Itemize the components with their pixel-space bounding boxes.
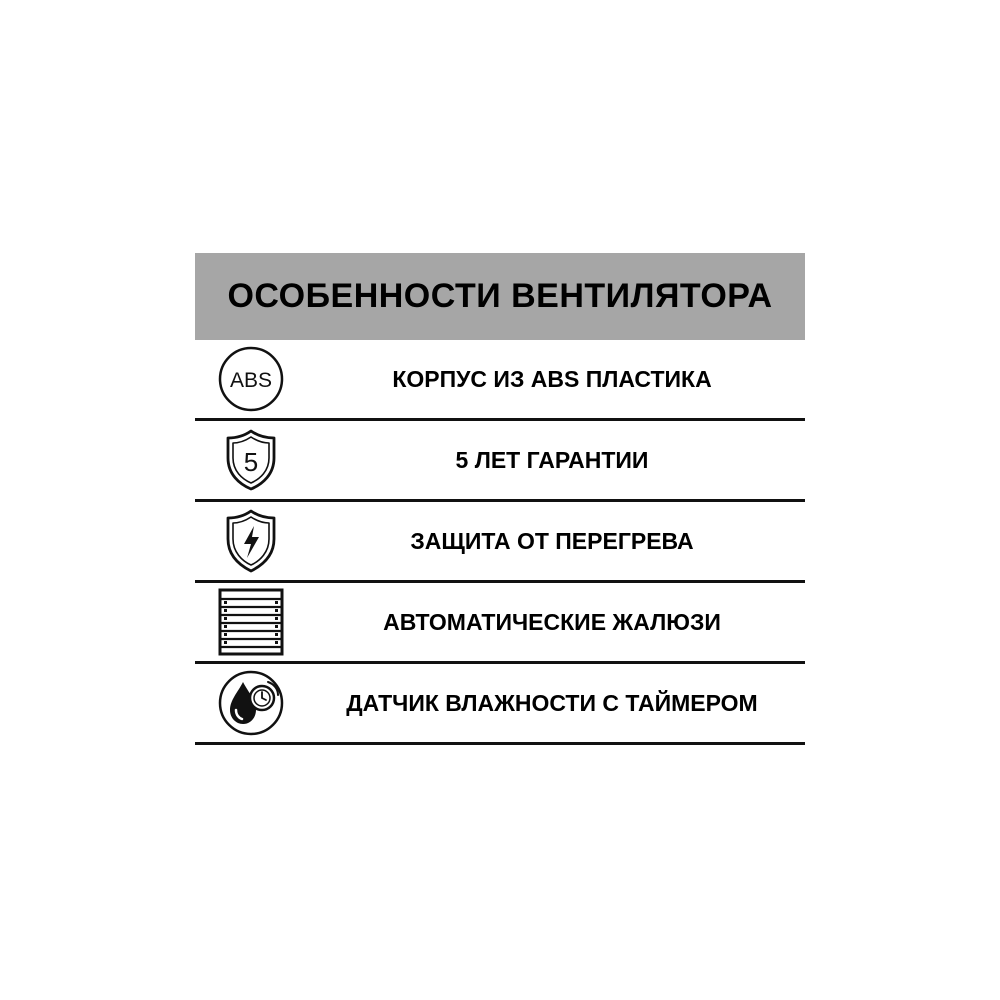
feature-label: АВТОМАТИЧЕСКИЕ ЖАЛЮЗИ (383, 608, 721, 635)
feature-row-louvers (195, 583, 805, 664)
humidity-timer-icon (216, 668, 286, 738)
shield-five-icon (216, 425, 286, 495)
features-header (195, 253, 805, 340)
feature-row-warranty (195, 421, 805, 502)
feature-label: ДАТЧИК ВЛАЖНОСТИ С ТАЙМЕРОМ (346, 689, 758, 716)
feature-label: ЗАЩИТА ОТ ПЕРЕГРЕВА (410, 527, 694, 554)
abs-circle-icon (216, 344, 286, 414)
features-title: ОСОБЕННОСТИ ВЕНТИЛЯТОРА (227, 277, 773, 315)
feature-label: КОРПУС ИЗ ABS ПЛАСТИКА (392, 365, 712, 392)
features-panel (195, 253, 805, 745)
shield-five-text: 5 (243, 447, 259, 477)
feature-row-humidity (195, 664, 805, 745)
shield-lightning-icon (216, 506, 286, 576)
feature-label: 5 ЛЕТ ГАРАНТИИ (455, 446, 649, 473)
feature-row-overheat (195, 502, 805, 583)
feature-row-abs (195, 340, 805, 421)
louvers-icon (216, 587, 286, 657)
abs-icon-text: ABS (229, 369, 273, 392)
